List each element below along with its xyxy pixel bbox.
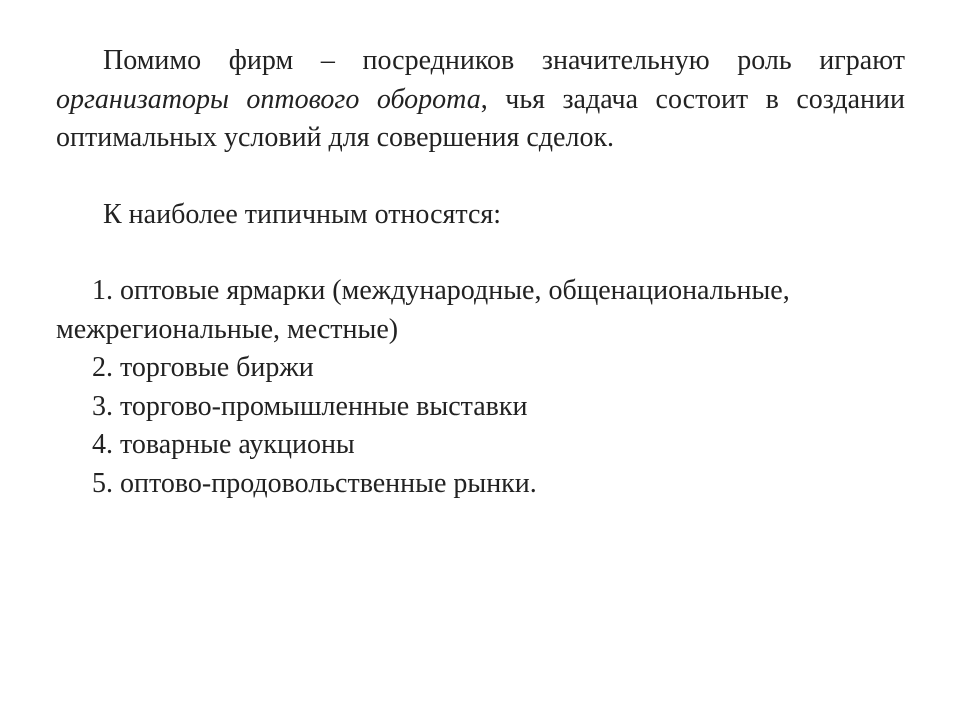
- intro-tail-text: , чья задача состоит в создании оптимальных условий для совершения сделок.: [56, 83, 905, 153]
- intro-lead-text: Помимо фирм – посредников значительную роль играют: [103, 45, 905, 76]
- list-item: 3. торгово-промышленные выставки: [92, 390, 528, 422]
- list-intro: К наиболее типичным относятся:: [103, 199, 502, 230]
- list-item: 5. оптово-продовольственные рынки.: [92, 467, 537, 499]
- list-item: 2. торговые биржи: [92, 352, 314, 383]
- list-item: 1. оптовые ярмарки (международные, общенациональные, межрегиональные, местные): [56, 275, 790, 345]
- wholesale-organizers-list: [56, 272, 905, 503]
- intro-paragraph: [56, 42, 905, 158]
- intro-emphasis: организаторы оптового оборота: [56, 83, 481, 115]
- list-item: 4. товарные аукционы: [92, 429, 355, 460]
